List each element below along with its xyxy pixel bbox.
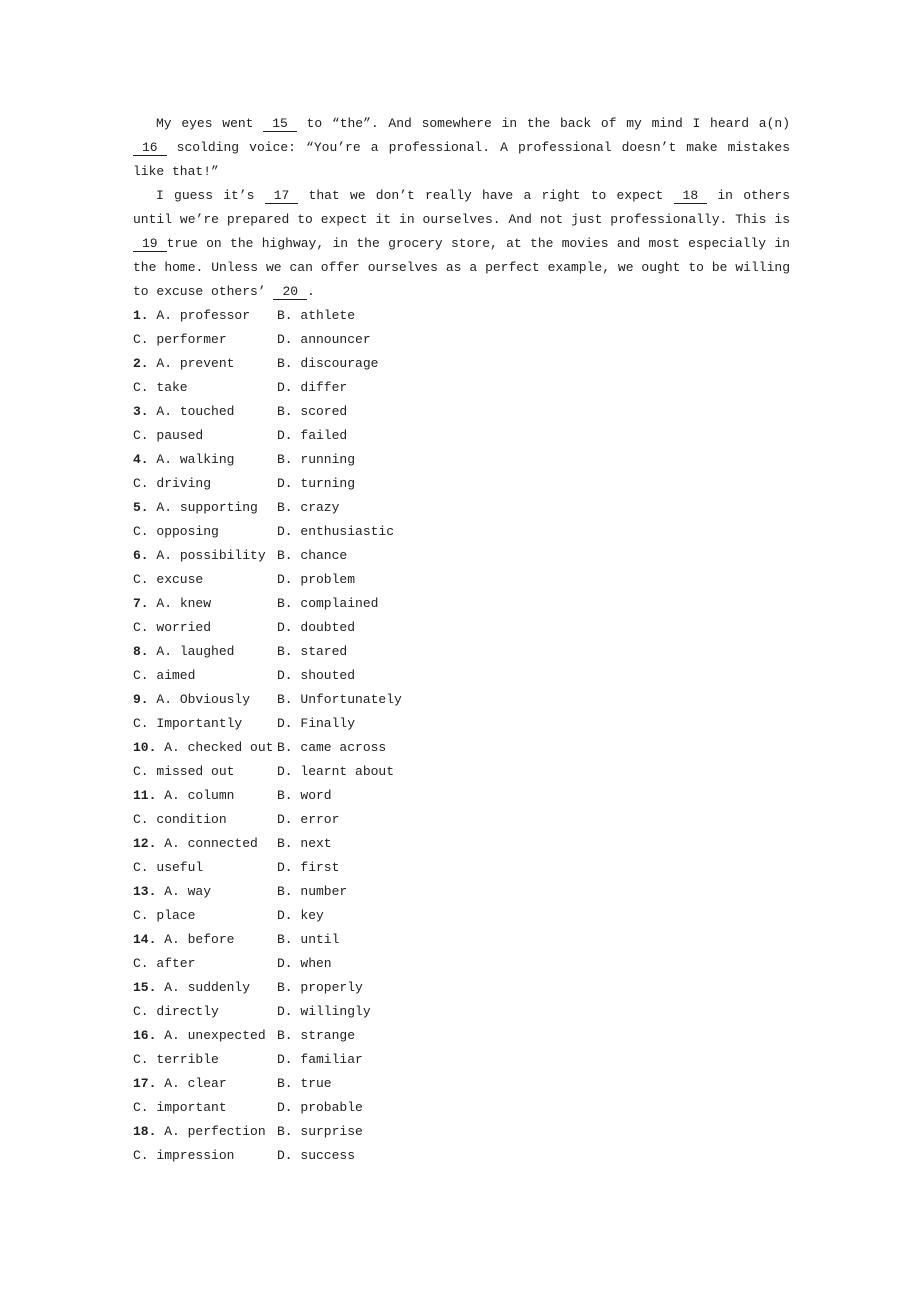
question-row-ab [133, 400, 790, 424]
option-d: D. problem [277, 572, 356, 587]
option-d: D. probable [277, 1100, 363, 1115]
option-a: 4. A. walking [133, 452, 235, 467]
question-number: 15. [133, 980, 157, 995]
passage-line: until we’re prepared to expect it in ourselves. And not just professionally. This is [133, 212, 790, 227]
question-row-cd [133, 904, 790, 928]
option-a: 2. A. prevent [133, 356, 235, 371]
question-number: 17. [133, 1076, 157, 1091]
question-row-ab [133, 640, 790, 664]
option-c: C. driving [133, 476, 212, 491]
question-row-ab [133, 784, 790, 808]
option-d: D. enthusiastic [277, 524, 395, 539]
question-number: 8. [133, 644, 149, 659]
option-b: B. athlete [277, 308, 356, 323]
question-row-ab [133, 976, 790, 1000]
option-c: C. performer [133, 332, 227, 347]
question-row-ab [133, 928, 790, 952]
option-c: C. impression [133, 1148, 235, 1163]
question-number: 14. [133, 932, 157, 947]
passage-line: My eyes went 15 to “the”. And somewhere in the back of my mind I heard a(n) [156, 116, 791, 131]
option-c: C. paused [133, 428, 204, 443]
question-row-cd [133, 472, 790, 496]
question-number: 16. [133, 1028, 157, 1043]
question-number: 13. [133, 884, 157, 899]
question-row-ab [133, 448, 790, 472]
option-c: C. excuse [133, 572, 204, 587]
option-a: 16. A. unexpected [133, 1028, 266, 1043]
option-b: B. stared [277, 644, 348, 659]
option-d: D. shouted [277, 668, 356, 683]
option-c: C. directly [133, 1004, 219, 1019]
option-c: C. condition [133, 812, 227, 827]
question-row-cd [133, 520, 790, 544]
option-d: D. key [277, 908, 324, 923]
question-number: 11. [133, 788, 157, 803]
option-c: C. Importantly [133, 716, 243, 731]
question-number: 2. [133, 356, 149, 371]
option-b: B. running [277, 452, 356, 467]
option-d: D. error [277, 812, 340, 827]
question-row-cd [133, 664, 790, 688]
question-number: 10. [133, 740, 157, 755]
passage-line: like that!” [133, 164, 219, 179]
option-d: D. doubted [277, 620, 356, 635]
option-b: B. surprise [277, 1124, 363, 1139]
option-c: C. terrible [133, 1052, 219, 1067]
option-b: B. chance [277, 548, 348, 563]
blank-16: 16 [133, 140, 167, 156]
question-row-ab [133, 1120, 790, 1144]
option-c: C. after [133, 956, 196, 971]
question-row-cd [133, 616, 790, 640]
option-b: B. true [277, 1076, 332, 1091]
option-d: D. familiar [277, 1052, 363, 1067]
blank-18: 18 [674, 188, 708, 204]
question-row-cd [133, 1096, 790, 1120]
question-row-cd [133, 1000, 790, 1024]
blank-19: 19 [133, 236, 167, 252]
question-row-cd [133, 856, 790, 880]
question-row-cd [133, 424, 790, 448]
cloze-passage [133, 112, 790, 304]
question-row-ab [133, 304, 790, 328]
option-b: B. crazy [277, 500, 340, 515]
question-row-cd [133, 952, 790, 976]
question-number: 12. [133, 836, 157, 851]
question-row-ab [133, 832, 790, 856]
option-b: B. complained [277, 596, 379, 611]
question-row-ab [133, 688, 790, 712]
question-number: 4. [133, 452, 149, 467]
option-a: 15. A. suddenly [133, 980, 251, 995]
option-d: D. failed [277, 428, 348, 443]
question-row-cd [133, 760, 790, 784]
option-c: C. worried [133, 620, 212, 635]
blank-15: 15 [263, 116, 297, 132]
passage-line: 16 scolding voice: “You’re a professional. A professional doesn’t make mistakes [133, 136, 790, 160]
option-a: 7. A. knew [133, 596, 212, 611]
question-row-ab [133, 544, 790, 568]
option-b: B. number [277, 884, 348, 899]
question-row-cd [133, 1144, 790, 1168]
option-c: C. aimed [133, 668, 196, 683]
option-b: B. discourage [277, 356, 379, 371]
question-number: 1. [133, 308, 149, 323]
option-d: D. turning [277, 476, 356, 491]
option-a: 13. A. way [133, 884, 212, 899]
question-row-ab [133, 496, 790, 520]
question-number: 5. [133, 500, 149, 515]
option-a: 6. A. possibility [133, 548, 266, 563]
option-d: D. when [277, 956, 332, 971]
option-d: D. differ [277, 380, 348, 395]
option-c: C. take [133, 380, 188, 395]
question-row-ab [133, 736, 790, 760]
question-row-cd [133, 568, 790, 592]
option-c: C. place [133, 908, 196, 923]
option-b: B. strange [277, 1028, 356, 1043]
option-d: D. first [277, 860, 340, 875]
option-d: D. learnt about [277, 764, 395, 779]
option-a: 9. A. Obviously [133, 692, 251, 707]
option-c: C. opposing [133, 524, 219, 539]
passage-line: I guess it’s 17 that we don’t really have a right to expect 18 in others [156, 188, 791, 203]
blank-17: 17 [265, 188, 299, 204]
option-d: D. success [277, 1148, 356, 1163]
question-row-cd [133, 376, 790, 400]
option-b: B. scored [277, 404, 348, 419]
passage-line: the home. Unless we can offer ourselves as a perfect example, we ought to be willing [133, 260, 790, 275]
option-a: 3. A. touched [133, 404, 235, 419]
blank-20: 20 [273, 284, 307, 300]
passage-line: 19 true on the highway, in the grocery store, at the movies and most especially in [133, 232, 790, 256]
question-number: 7. [133, 596, 149, 611]
option-a: 8. A. laughed [133, 644, 235, 659]
text-block [133, 112, 790, 1168]
option-a: 1. A. professor [133, 308, 251, 323]
option-a: 11. A. column [133, 788, 235, 803]
option-a: 5. A. supporting [133, 500, 258, 515]
option-b: B. word [277, 788, 332, 803]
passage-line: to excuse others’ 20 . [133, 284, 315, 299]
question-number: 9. [133, 692, 149, 707]
question-row-cd [133, 808, 790, 832]
question-row-ab [133, 1072, 790, 1096]
option-c: C. useful [133, 860, 204, 875]
option-b: B. properly [277, 980, 363, 995]
option-b: B. Unfortunately [277, 692, 402, 707]
option-c: C. important [133, 1100, 227, 1115]
options-list [133, 304, 790, 1168]
question-row-ab [133, 1024, 790, 1048]
question-row-cd [133, 712, 790, 736]
question-number: 18. [133, 1124, 157, 1139]
option-c: C. missed out [133, 764, 235, 779]
option-b: B. came across [277, 740, 387, 755]
option-a: 18. A. perfection [133, 1124, 266, 1139]
option-d: D. announcer [277, 332, 371, 347]
option-a: 12. A. connected [133, 836, 258, 851]
option-a: 14. A. before [133, 932, 235, 947]
option-b: B. next [277, 836, 332, 851]
option-b: B. until [277, 932, 340, 947]
option-a: 10. A. checked out [133, 740, 274, 755]
question-row-cd [133, 1048, 790, 1072]
question-number: 3. [133, 404, 149, 419]
question-row-ab [133, 592, 790, 616]
question-row-ab [133, 880, 790, 904]
option-d: D. Finally [277, 716, 356, 731]
question-number: 6. [133, 548, 149, 563]
option-a: 17. A. clear [133, 1076, 227, 1091]
question-row-cd [133, 328, 790, 352]
question-row-ab [133, 352, 790, 376]
option-d: D. willingly [277, 1004, 371, 1019]
